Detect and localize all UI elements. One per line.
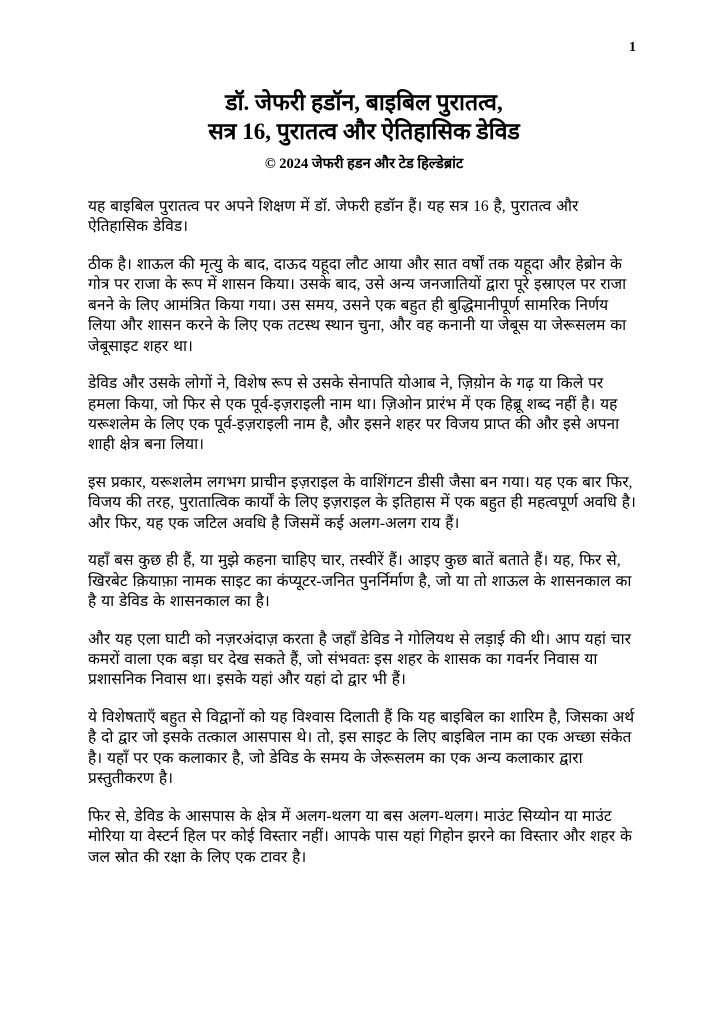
paragraph-8: फिर से, डेविड के आसपास के क्षेत्र में अलग-थलग या बस अलग-थलग। माउंट सिय्योन या माउंट मोरिया या वेस्टर्न हिल पर कोई विस्तार नहीं। आपके पास यहां गिहोन झरने का विस्तार और शहर के जल स्रोत की रक्षा के लिए एक टावर है। xyxy=(88,807,632,866)
body-text xyxy=(88,197,640,868)
document-title-line-2: सत्र 16, पुरातत्व और ऐतिहासिक डेविड xyxy=(208,119,520,145)
page-number: 1 xyxy=(629,40,636,55)
paragraph-5: यहाँ बस कुछ ही हैं, या मुझे कहना चाहिए चार, तस्वीरें हैं। आइए कुछ बातें बताते हैं। यह, फिर से, खिरबेट क़ियाफ़ा नामक साइट का कंप्यूटर-जनित पुनर्निर्माण है, जो या तो शाऊल के शासनकाल का है या डेविड के शासनकाल का है। xyxy=(88,552,632,611)
title-block xyxy=(88,88,640,173)
paragraph-6: और यह एला घाटी को नज़रअंदाज़ करता है जहाँ डेविड ने गोलियथ से लड़ाई की थी। आप यहां चार कमरों वाला एक बड़ा घर देख सकते हैं, जो संभवतः इस शहर के शासक का गवर्नर निवास या प्रशासनिक निवास था। इसके यहां और यहां दो द्वार भी हैं। xyxy=(88,630,631,689)
copyright-line: © 2024 जेफरी हडन और टेड हिल्डेब्रांट xyxy=(264,155,464,172)
paragraph-4: इस प्रकार, यरूशलेम लगभग प्राचीन इज़राइल के वाशिंगटन डीसी जैसा बन गया। यह एक बार फिर, विजय की तरह, पुरातात्विक कार्यों के लिए इज़राइल के इतिहास में एक बहुत ही महत्वपूर्ण अवधि है। और फिर, यह एक जटिल अवधि है जिसमें कई अलग-अलग राय हैं। xyxy=(88,473,636,532)
paragraph-1: यह बाइबिल पुरातत्व पर अपने शिक्षण में डॉ. जेफरी हडॉन हैं। यह सत्र 16 है, पुरातत्व और ऐतिहासिक डेविड। xyxy=(88,197,579,236)
document-title-line-1: डॉ. जेफरी हडॉन, बाइबिल पुरातत्व, xyxy=(225,90,503,115)
paragraph-3: डेविड और उसके लोगों ने, विशेष रूप से उसके सेनापति योआब ने, ज़िय़ोन के गढ़ या किले पर हमला किया, जो फिर से एक पूर्व-इज़राइली नाम था। ज़िओन प्रारंभ में एक हिब्रू शब्द नहीं है। यह यरूशलेम के लिए एक पूर्व-इज़राइली नाम है, और इसने शहर पर विजय प्राप्त की और इसे अपना शाही क्षेत्र बना लिया। xyxy=(88,375,620,454)
page-content xyxy=(88,88,640,885)
paragraph-7: ये विशेषताएँ बहुत से विद्वानों को यह विश्वास दिलाती हैं कि यह बाइबिल का शारिम है, जिसका अर्थ है दो द्वार जो इसके तत्काल आसपास थे। तो, इस साइट के लिए बाइबिल नाम का एक अच्छा संकेत है। यहाँ पर एक कलाकार है, जो डेविड के समय के जेरूसलम का एक अन्य कलाकार द्वारा प्रस्तुतीकरण है। xyxy=(88,708,635,788)
paragraph-2: ठीक है। शाऊल की मृत्यु के बाद, दाऊद यहूदा लौट आया और सात वर्षों तक यहूदा और हेब्रोन के गोत्र पर राजा के रूप में शासन किया। उसके बाद, उसे अन्य जनजातियों द्वारा पूरे इस्राएल पर राजा बनने के लिए आमंत्रित किया गया। उस समय, उसने एक बहुत ही बुद्धिमानीपूर्ण सामरिक निर्णय लिया और शासन करने के लिए एक तटस्थ स्थान चुना, और वह कनानी या जेबूस या जेरूसलम का जेबूसाइट शहर था। xyxy=(88,255,627,355)
